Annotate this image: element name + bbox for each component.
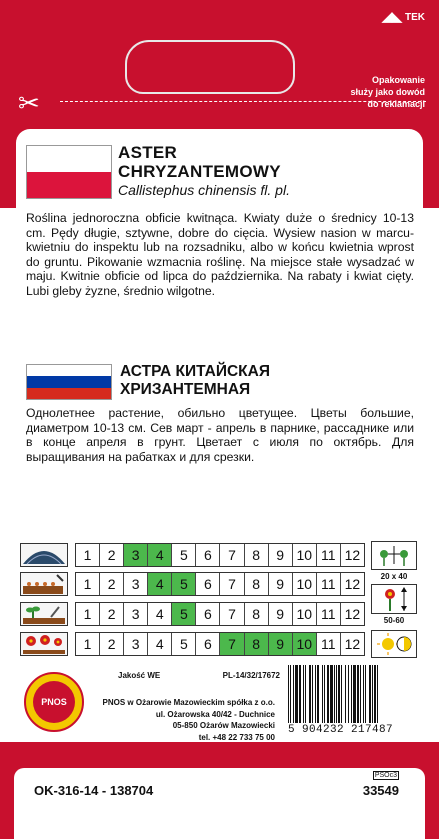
calendar-month-cell: 6 [196, 603, 220, 625]
title-line: ХРИЗАНТЕМНАЯ [120, 381, 251, 398]
calendar-month-cell: 1 [76, 573, 100, 595]
barcode [288, 665, 416, 735]
barcode-digits: 5 904232 217487 [288, 724, 394, 736]
latin-name: Callistephus chinensis fl. pl. [118, 182, 290, 198]
tek-logo-icon: ◢◣ [382, 9, 402, 24]
seedling-planting-icon [20, 602, 68, 626]
plant-height-icon [374, 586, 414, 612]
title-line: АСТРА КИТАЙСКАЯ [120, 363, 270, 380]
calendar-row-planting-out [75, 602, 365, 626]
pnos-logo [24, 672, 84, 732]
address-line: 05-850 Ożarów Mazowiecki [172, 721, 275, 730]
calendar-month-cell: 3 [124, 603, 148, 625]
calendar-month-cell: 8 [245, 603, 269, 625]
cut-line [60, 101, 426, 102]
calendar-month-cell: 11 [317, 603, 341, 625]
calendar-month-cell: 8 [245, 573, 269, 595]
calendar-month-cell: 4 [148, 633, 172, 655]
calendar-month-cell: 9 [269, 573, 293, 595]
calendar-month-cell: 12 [341, 544, 364, 566]
claim-line: do reklamacji [367, 99, 425, 109]
calendar-month-cell: 12 [341, 633, 364, 655]
calendar-month-cell: 7 [220, 544, 244, 566]
height-label: 50-60 [383, 616, 405, 625]
height-box [371, 584, 417, 614]
brand-logo [382, 9, 425, 25]
calendar-month-cell: 1 [76, 633, 100, 655]
calendar-month-cell: 5 [172, 633, 196, 655]
pnos-logo-text: PNOS [33, 681, 75, 723]
polish-title [118, 143, 281, 181]
flowers-icon [20, 632, 68, 656]
item-number: 33549 [362, 783, 399, 798]
calendar-month-cell: 10 [293, 603, 317, 625]
address-line: PNOS w Ożarowie Mazowieckim spółka z o.o. [102, 698, 275, 707]
spacing-label: 20 x 40 [380, 572, 408, 581]
polish-flag-icon [26, 145, 112, 199]
claim-notice [315, 74, 425, 110]
address-line: ul. Ożarowska 40/42 - Duchnice [155, 709, 275, 719]
address-line: tel. +48 22 733 75 00 [198, 732, 275, 742]
calendar-month-cell: 11 [317, 633, 341, 655]
polish-description: Roślina jednoroczna obficie kwitnąca. Kwiaty duże o średnicy 10-13 cm. Pędy długie, sztywne, dobre do cięcia. Wysiew nasion w marcu-kwietniu do inspektu lub na rozsadniku, albo w końcu kwietnia wprost do gruntu. Pikowanie wzmacnia roślinę. Na miejsce stałe wysadzać w maju. Kwitnie obficie od lipca do października. Na rabaty i kwiat cięty. Lubi gleby żyzne, średnio wilgotne. [26, 211, 414, 298]
product-code: OK-316-14 - 138704 [34, 783, 154, 798]
calendar-month-cell: 12 [341, 603, 364, 625]
plant-spacing-icon [374, 544, 414, 568]
calendar-month-cell: 2 [100, 633, 124, 655]
title-line: ASTER [118, 143, 178, 162]
calendar-month-cell: 10 [293, 573, 317, 595]
calendar-month-cell: 3 [124, 573, 148, 595]
calendar-month-cell: 8 [245, 544, 269, 566]
calendar-month-cell: 11 [317, 573, 341, 595]
calendar-row-flowering [75, 632, 365, 656]
calendar-month-cell: 6 [196, 633, 220, 655]
calendar-month-cell: 7 [220, 633, 244, 655]
pso-mark: PSOc3 [374, 772, 397, 779]
footer-panel [14, 768, 425, 839]
calendar-month-cell: 7 [220, 603, 244, 625]
calendar-month-cell: 9 [269, 633, 293, 655]
claim-line: Opakowanie [371, 75, 425, 85]
calendar-month-cell: 7 [220, 573, 244, 595]
spacing-box [371, 541, 417, 570]
calendar-month-cell: 9 [269, 544, 293, 566]
sun-box [371, 630, 417, 658]
calendar-month-cell: 11 [317, 544, 341, 566]
calendar-month-cell: 2 [100, 573, 124, 595]
calendar-month-cell: 4 [148, 573, 172, 595]
quality-label: Jakość WE [118, 671, 161, 680]
seed-sowing-icon [20, 572, 68, 596]
calendar-month-cell: 4 [148, 603, 172, 625]
barcode-bars [288, 665, 416, 723]
title-line: CHRYZANTEMOWY [118, 162, 281, 181]
calendar-month-cell: 8 [245, 633, 269, 655]
calendar-month-cell: 9 [269, 603, 293, 625]
calendar-row-sowing-greenhouse [75, 543, 365, 567]
calendar-month-cell: 6 [196, 573, 220, 595]
calendar-month-cell: 12 [341, 573, 364, 595]
calendar-month-cell: 10 [293, 544, 317, 566]
certificate-number: PL-14/32/17672 [222, 671, 280, 680]
russian-flag-icon [26, 364, 112, 400]
calendar-month-cell: 1 [76, 603, 100, 625]
russian-title [120, 363, 270, 399]
hang-hole-outline [125, 40, 295, 94]
calendar-month-cell: 4 [148, 544, 172, 566]
scissors-icon: ✂ [18, 88, 40, 118]
brand-mark-text: TEK [405, 11, 425, 23]
calendar-month-cell: 5 [172, 603, 196, 625]
calendar-month-cell: 5 [172, 544, 196, 566]
sun-partial-shade-icon [374, 632, 414, 656]
claim-line: służy jako dowód [350, 87, 425, 97]
calendar-month-cell: 3 [124, 633, 148, 655]
calendar-month-cell: 6 [196, 544, 220, 566]
calendar-month-cell: 10 [293, 633, 317, 655]
calendar-month-cell: 3 [124, 544, 148, 566]
russian-description: Однолетнее растение, обильно цветущее. Цветы большие, диаметром 10-13 см. Сев март - апрель в парнике, рассаднике или в конце апреля в грунт. Цветает с июля по октябрь. Для выращивания на рабатках и для срезки. [26, 406, 414, 464]
calendar-month-cell: 1 [76, 544, 100, 566]
calendar-row-sowing-ground [75, 572, 365, 596]
greenhouse-icon [20, 543, 68, 567]
calendar-month-cell: 2 [100, 544, 124, 566]
calendar-month-cell: 2 [100, 603, 124, 625]
calendar-month-cell: 5 [172, 573, 196, 595]
